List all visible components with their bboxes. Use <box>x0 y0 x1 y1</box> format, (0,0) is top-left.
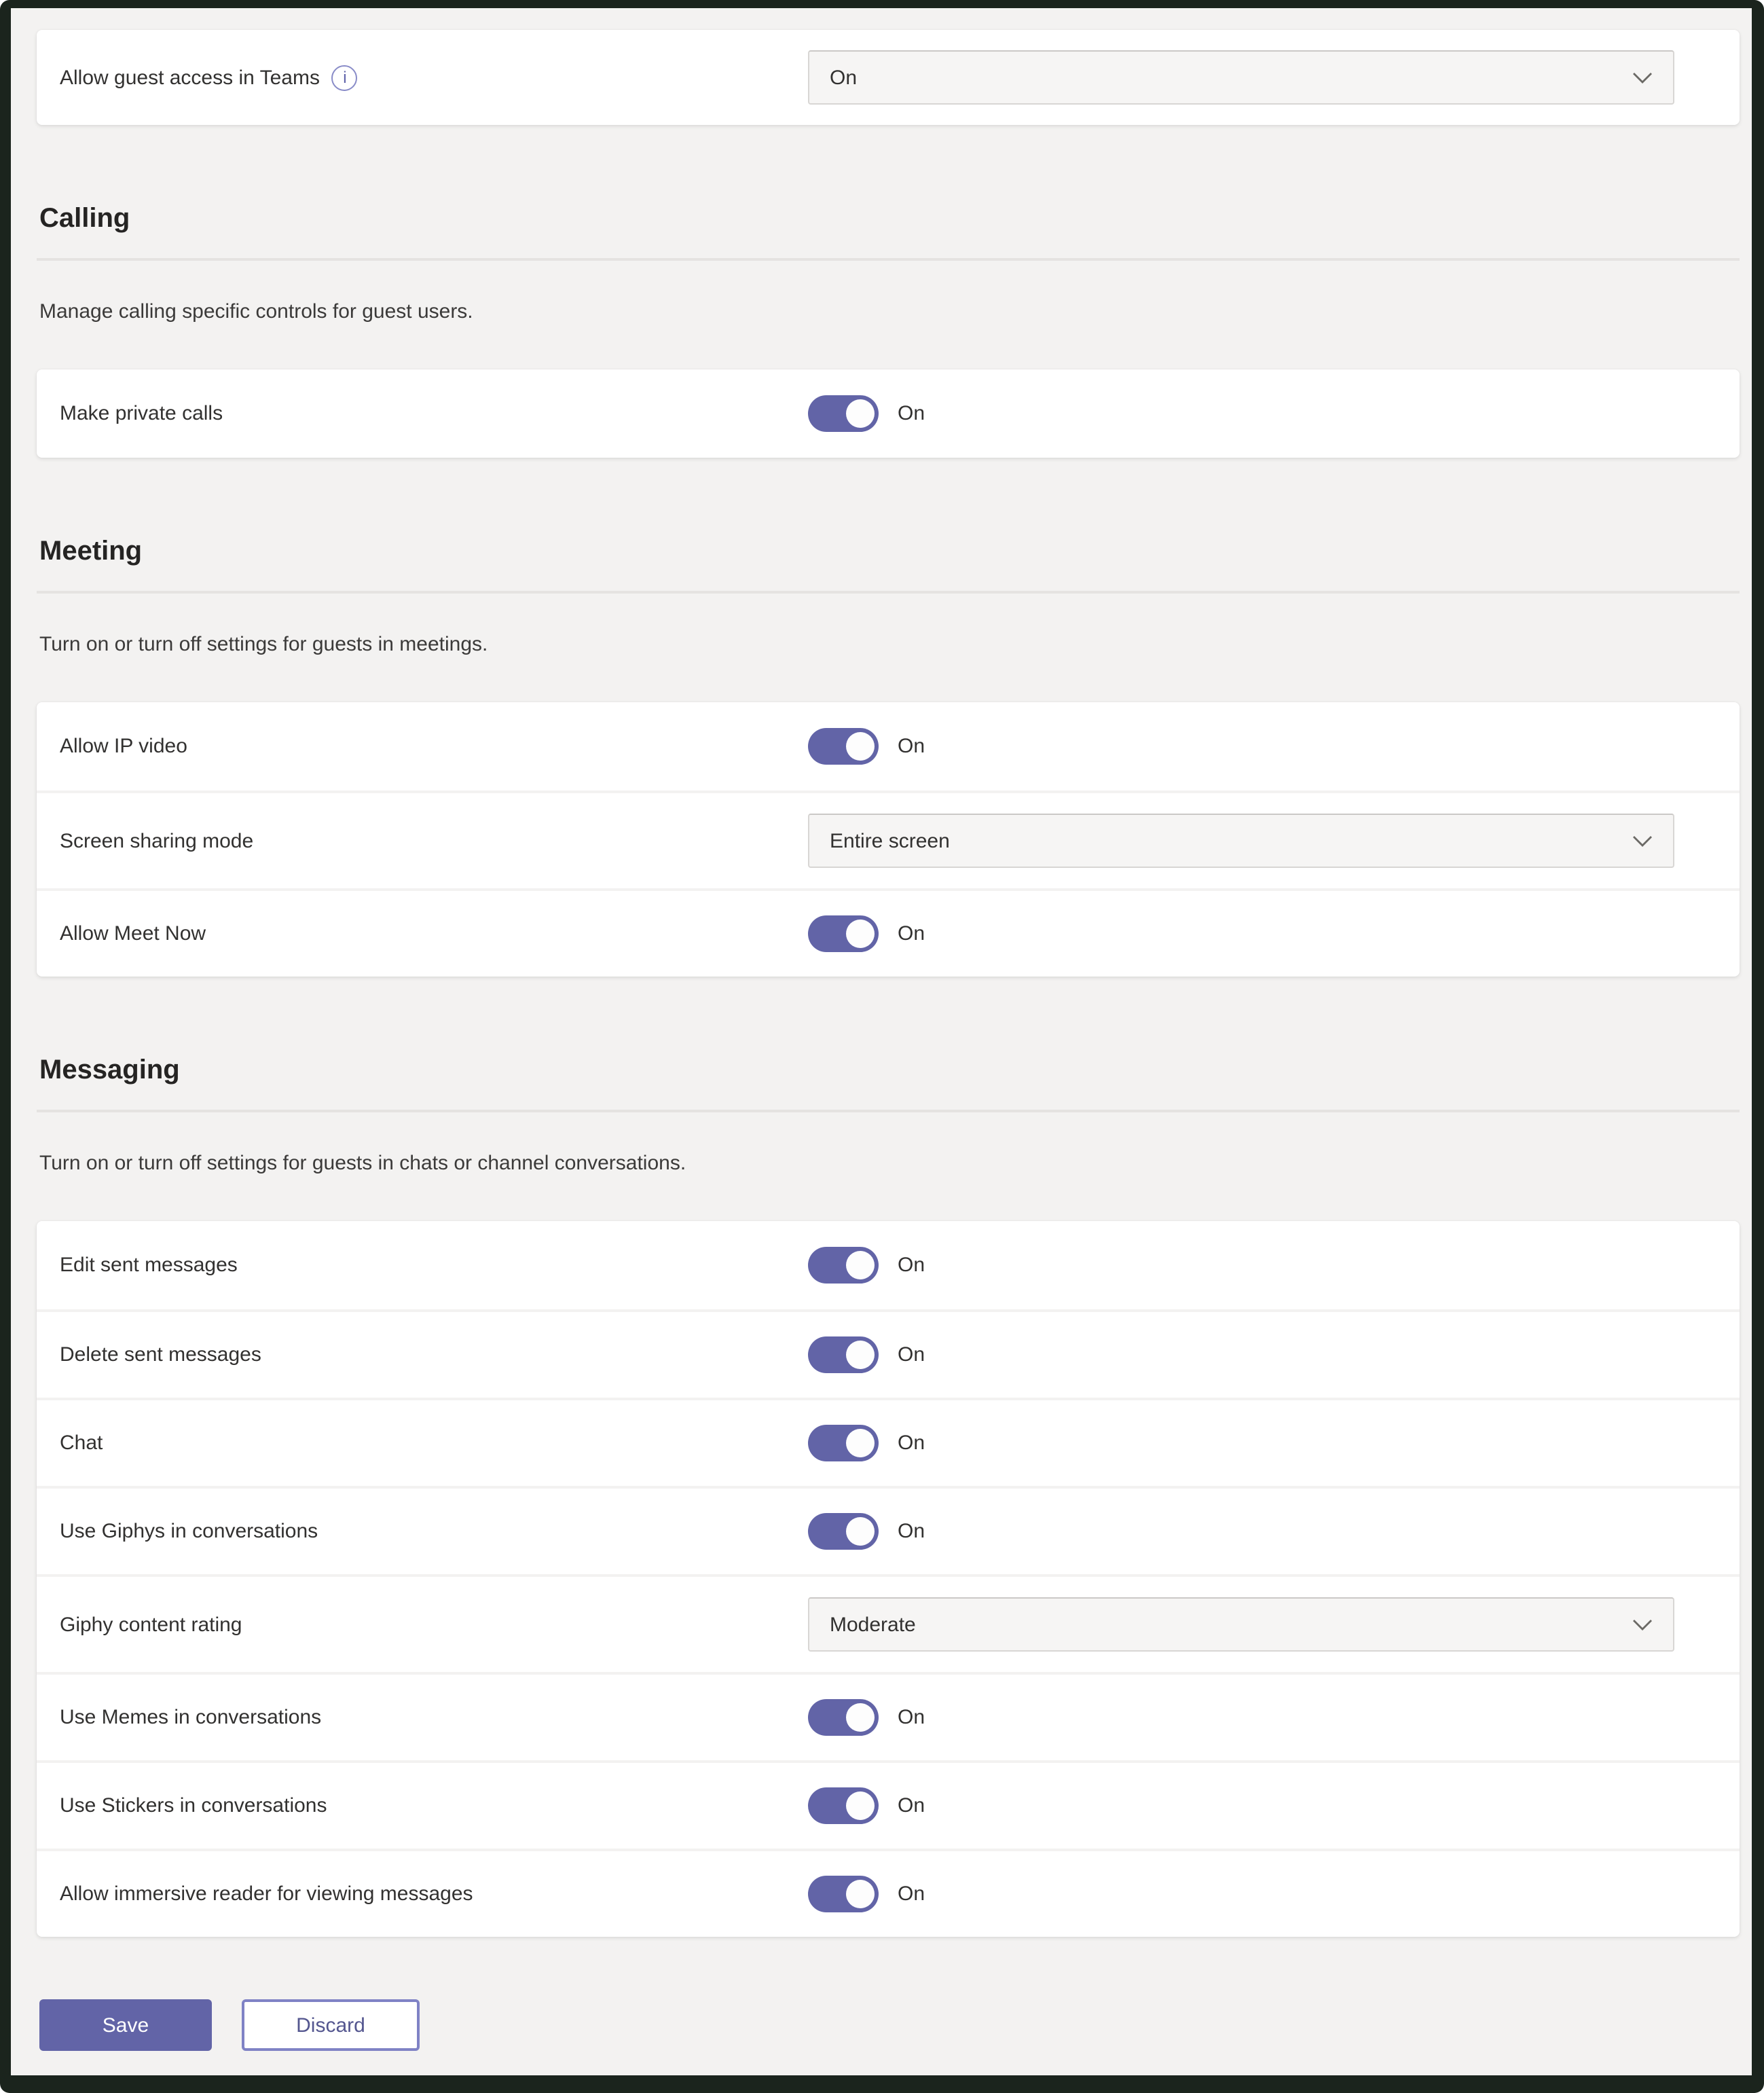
dropdown-screen-sharing-mode[interactable] <box>808 814 1674 868</box>
info-icon[interactable]: i <box>332 65 358 90</box>
setting-row-use-stickers-in-conversations <box>37 1760 1740 1849</box>
setting-row-chat <box>37 1398 1740 1486</box>
setting-label: Make private calls <box>60 402 223 425</box>
footer-actions <box>39 1999 1740 2051</box>
setting-control <box>808 814 1712 868</box>
setting-label: Allow Meet Now <box>60 922 206 945</box>
toggle-use-giphys-in-conversations[interactable] <box>808 1513 879 1550</box>
section-title: Calling <box>39 204 130 234</box>
section-calling <box>37 201 1740 458</box>
setting-row-allow-guest-access <box>37 30 1740 125</box>
page-content <box>11 8 1752 2051</box>
setting-label: Use Stickers in conversations <box>60 1794 327 1817</box>
toggle-allow-ip-video[interactable] <box>808 728 879 765</box>
section-title: Messaging <box>39 1055 180 1085</box>
setting-control <box>808 1787 1712 1824</box>
section-title: Meeting <box>39 536 143 566</box>
toggle-knob <box>846 1341 875 1369</box>
guest-access-dropdown[interactable] <box>808 50 1674 105</box>
setting-control <box>808 395 1712 432</box>
chevron-down-icon <box>1632 1618 1653 1631</box>
toggle-state-label: On <box>898 1254 925 1277</box>
setting-control <box>808 1247 1712 1284</box>
toggle-state-label: On <box>898 1794 925 1817</box>
toggle-state-label: On <box>898 1520 925 1543</box>
setting-control <box>808 1699 1712 1736</box>
setting-row-giphy-content-rating <box>37 1574 1740 1672</box>
setting-row-delete-sent-messages <box>37 1309 1740 1398</box>
toggle-state-label: On <box>898 735 925 758</box>
save-button[interactable]: Save <box>39 1999 212 2051</box>
setting-label: Allow IP video <box>60 735 187 758</box>
dropdown-value: Entire screen <box>830 829 950 852</box>
section-description: Turn on or turn off settings for guests in chats or channel conversations. <box>39 1152 686 1175</box>
discard-button[interactable]: Discard <box>242 1999 420 2051</box>
settings-card <box>37 369 1740 458</box>
settings-card <box>37 702 1740 977</box>
toggle-knob <box>846 1791 875 1820</box>
toggle-state-label: On <box>898 402 925 425</box>
toggle-knob <box>846 732 875 761</box>
toggle-use-stickers-in-conversations[interactable] <box>808 1787 879 1824</box>
setting-control <box>808 50 1712 105</box>
guest-access-card <box>37 30 1740 125</box>
toggle-knob <box>846 1251 875 1279</box>
dropdown-giphy-content-rating[interactable] <box>808 1597 1674 1652</box>
toggle-knob <box>846 1703 875 1732</box>
toggle-delete-sent-messages[interactable] <box>808 1336 879 1373</box>
setting-label: Screen sharing mode <box>60 829 254 852</box>
toggle-state-label: On <box>898 1882 925 1906</box>
setting-row-edit-sent-messages <box>37 1221 1740 1309</box>
toggle-knob <box>846 1880 875 1908</box>
toggle-knob <box>846 920 875 948</box>
setting-row-make-private-calls <box>37 369 1740 458</box>
setting-control <box>808 915 1712 952</box>
setting-label: Chat <box>60 1432 103 1455</box>
toggle-use-memes-in-conversations[interactable] <box>808 1699 879 1736</box>
section-divider <box>37 258 1740 261</box>
setting-row-use-memes-in-conversations <box>37 1672 1740 1760</box>
setting-label: Edit sent messages <box>60 1254 238 1277</box>
toggle-allow-immersive-reader-for-viewing-messages[interactable] <box>808 1876 879 1912</box>
setting-control <box>808 1513 1712 1550</box>
setting-label: Delete sent messages <box>60 1343 261 1366</box>
setting-label: Giphy content rating <box>60 1613 242 1636</box>
setting-control <box>808 1597 1712 1652</box>
dropdown-value: On <box>830 66 858 89</box>
toggle-knob <box>846 1429 875 1457</box>
toggle-state-label: On <box>898 922 925 945</box>
setting-control <box>808 1336 1712 1373</box>
setting-label-wrap <box>60 65 808 90</box>
section-meeting <box>37 534 1740 977</box>
section-divider <box>37 591 1740 594</box>
setting-label: Use Memes in conversations <box>60 1706 322 1729</box>
setting-row-allow-ip-video <box>37 702 1740 790</box>
toggle-knob <box>846 1517 875 1546</box>
toggle-state-label: On <box>898 1343 925 1366</box>
chevron-down-icon <box>1632 71 1653 84</box>
section-messaging <box>37 1053 1740 1937</box>
toggle-edit-sent-messages[interactable] <box>808 1247 879 1284</box>
toggle-chat[interactable] <box>808 1425 879 1461</box>
setting-control <box>808 728 1712 765</box>
setting-row-use-giphys-in-conversations <box>37 1486 1740 1574</box>
section-divider <box>37 1110 1740 1112</box>
setting-row-allow-meet-now <box>37 888 1740 977</box>
setting-label: Allow guest access in Teams <box>60 66 320 89</box>
sections <box>37 201 1740 1937</box>
setting-control <box>808 1876 1712 1912</box>
section-description: Manage calling specific controls for guest users. <box>39 300 473 323</box>
toggle-knob <box>846 399 875 428</box>
toggle-state-label: On <box>898 1432 925 1455</box>
section-description: Turn on or turn off settings for guests in meetings. <box>39 633 488 656</box>
toggle-state-label: On <box>898 1706 925 1729</box>
setting-label: Use Giphys in conversations <box>60 1520 318 1543</box>
setting-label: Allow immersive reader for viewing messages <box>60 1882 473 1906</box>
toggle-make-private-calls[interactable] <box>808 395 879 432</box>
setting-control <box>808 1425 1712 1461</box>
chevron-down-icon <box>1632 835 1653 847</box>
setting-row-screen-sharing-mode <box>37 790 1740 888</box>
dropdown-value: Moderate <box>830 1613 916 1636</box>
setting-row-allow-immersive-reader-for-viewing-messages <box>37 1849 1740 1937</box>
settings-card <box>37 1221 1740 1937</box>
toggle-allow-meet-now[interactable] <box>808 915 879 952</box>
